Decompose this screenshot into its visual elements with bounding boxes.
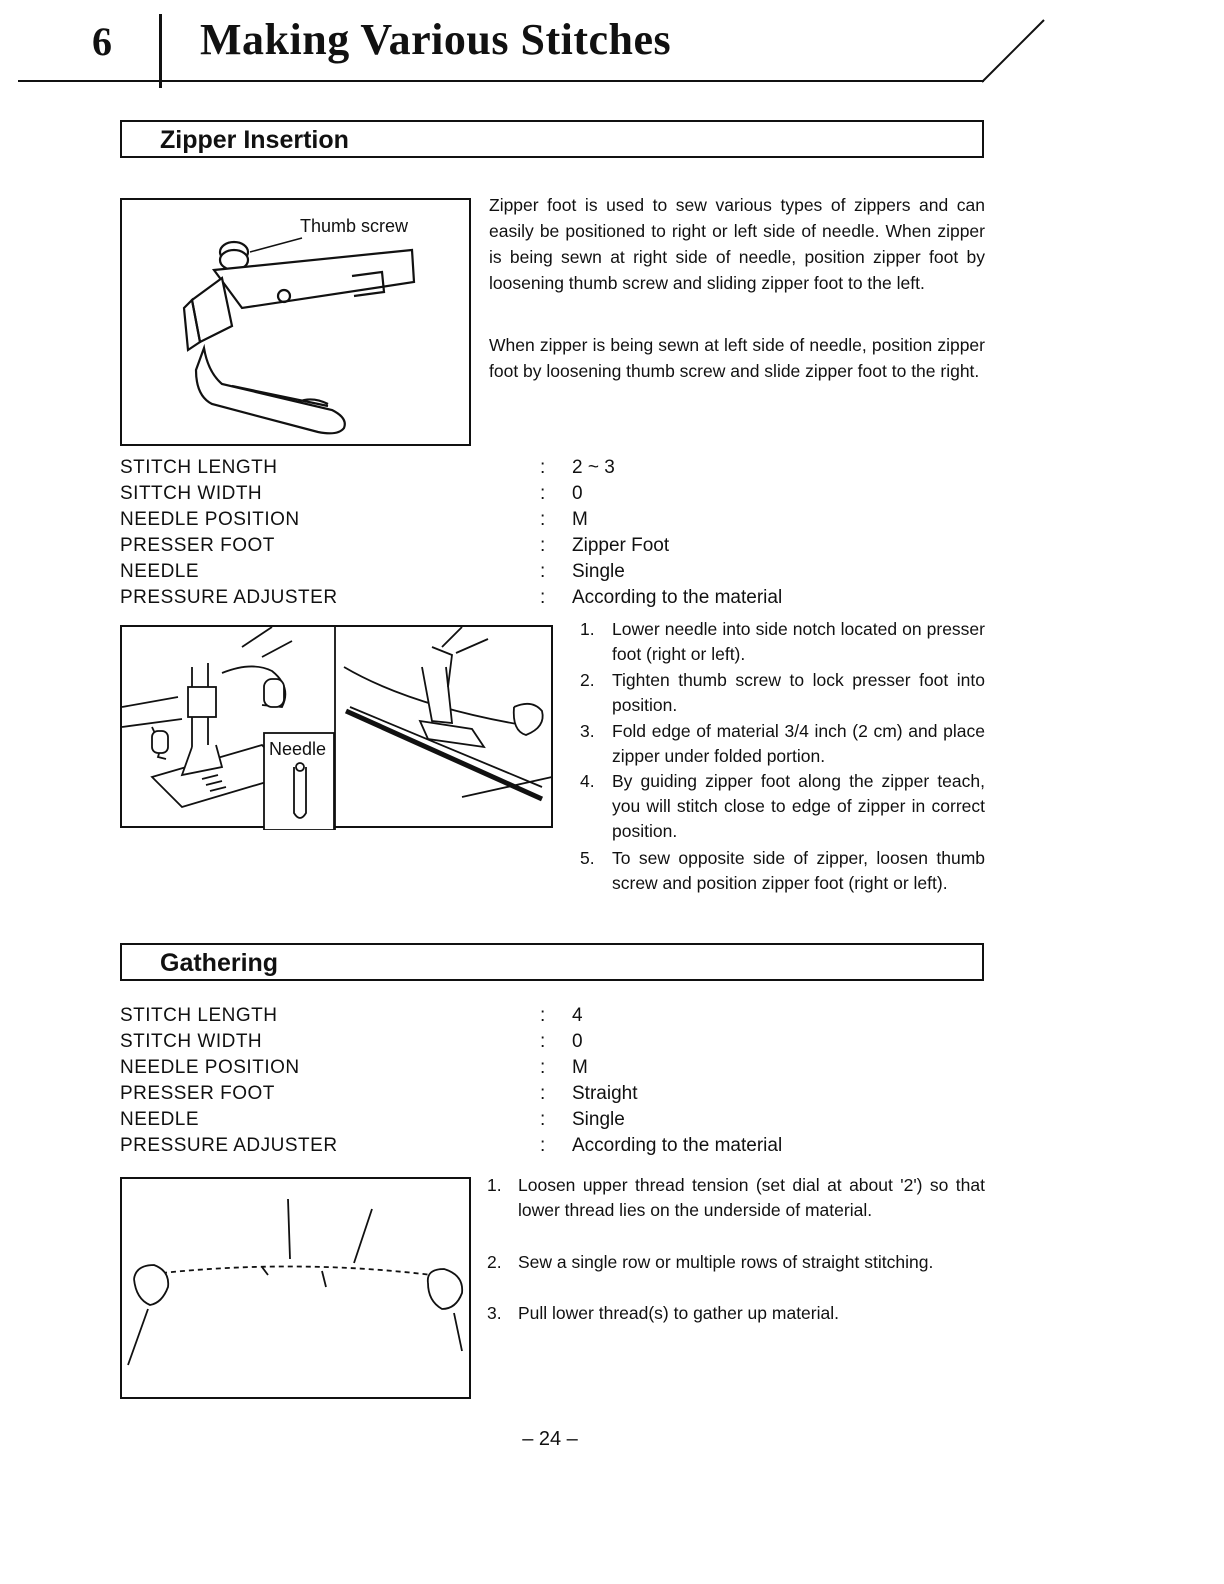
setting-value: Single bbox=[572, 1109, 625, 1130]
step-text: Loosen upper thread tension (set dial at about '2') so that lower thread lies on the underside of material. bbox=[518, 1175, 985, 1220]
header-rule bbox=[18, 80, 984, 82]
zipper-sewing-figure bbox=[120, 625, 553, 828]
setting-label: NEEDLE bbox=[120, 561, 200, 582]
setting-colon: : bbox=[540, 1031, 546, 1052]
setting-colon: : bbox=[540, 535, 546, 556]
setting-colon: : bbox=[540, 1109, 546, 1130]
step-number: 5. bbox=[580, 848, 595, 868]
step-number: 2. bbox=[487, 1252, 502, 1272]
step-text: Lower needle into side notch located on presser foot (right or left). bbox=[612, 619, 985, 664]
step-text: By guiding zipper foot along the zipper teach, you will stitch close to edge of zipper in correct position. bbox=[612, 771, 985, 841]
setting-colon: : bbox=[540, 587, 546, 608]
step-number: 1. bbox=[580, 619, 595, 639]
setting-label: PRESSURE ADJUSTER bbox=[120, 587, 338, 608]
setting-label: NEEDLE POSITION bbox=[120, 1057, 300, 1078]
step-number: 3. bbox=[487, 1303, 502, 1323]
list-item bbox=[580, 846, 985, 924]
zipper-settings-list bbox=[120, 455, 820, 615]
setting-label: PRESSER FOOT bbox=[120, 535, 275, 556]
step-number: 2. bbox=[580, 670, 595, 690]
setting-label: STITCH WIDTH bbox=[120, 1031, 263, 1052]
setting-label: STITCH LENGTH bbox=[120, 457, 278, 478]
zipper-intro-paragraph-2: When zipper is being sewn at left side of needle, position zipper foot by loosening thumb screw and slide zipper foot to the right. bbox=[489, 335, 985, 381]
list-item bbox=[580, 668, 985, 720]
setting-value: Single bbox=[572, 561, 625, 582]
header-slash-decoration bbox=[980, 16, 1050, 84]
section-heading: Zipper Insertion bbox=[160, 126, 349, 154]
setting-value: 0 bbox=[572, 1031, 583, 1052]
thumb-screw-leader-line bbox=[250, 238, 302, 252]
needle-label: Needle bbox=[269, 739, 327, 759]
setting-value: 2 ~ 3 bbox=[572, 457, 615, 478]
setting-label: PRESSER FOOT bbox=[120, 1083, 275, 1104]
section-heading: Gathering bbox=[160, 949, 279, 977]
list-item bbox=[487, 1173, 985, 1251]
setting-colon: : bbox=[540, 483, 546, 504]
list-item bbox=[487, 1301, 985, 1327]
step-text: Sew a single row or multiple rows of straight stitching. bbox=[518, 1252, 934, 1272]
setting-colon: : bbox=[540, 1083, 546, 1104]
setting-value: Straight bbox=[572, 1083, 638, 1104]
thumb-screw-label: Thumb screw bbox=[300, 216, 409, 236]
list-item bbox=[580, 769, 985, 847]
step-text: Fold edge of material 3/4 inch (2 cm) and place zipper under folded portion. bbox=[612, 721, 985, 766]
gathering-settings-list bbox=[120, 1003, 820, 1163]
section-zipper-insertion bbox=[120, 120, 984, 158]
setting-colon: : bbox=[540, 457, 546, 478]
step-number: 3. bbox=[580, 721, 595, 741]
zipper-sewing-illustration bbox=[122, 627, 555, 830]
page-number: – 24 – bbox=[522, 1428, 578, 1450]
setting-value: M bbox=[572, 1057, 588, 1078]
step-text: Tighten thumb screw to lock presser foot into position. bbox=[612, 670, 985, 715]
setting-value: 4 bbox=[572, 1005, 583, 1026]
list-item bbox=[487, 1250, 985, 1302]
setting-value: According to the material bbox=[572, 1135, 783, 1156]
chapter-number: 6 bbox=[92, 19, 112, 64]
chapter-divider bbox=[159, 14, 162, 88]
setting-label: NEEDLE bbox=[120, 1109, 200, 1130]
step-text: Pull lower thread(s) to gather up material. bbox=[518, 1303, 839, 1323]
setting-label: NEEDLE POSITION bbox=[120, 509, 300, 530]
setting-colon: : bbox=[540, 509, 546, 530]
step-text: To sew opposite side of zipper, loosen thumb screw and position zipper foot (right or left). bbox=[612, 848, 985, 893]
zipper-foot-figure bbox=[120, 198, 471, 446]
zipper-intro-paragraph-1: Zipper foot is used to sew various types of zippers and can easily be positioned to right or left side of needle. When zipper is being sewn at right side of needle, position zipper foot by loosening thumb screw and sliding zipper foot to the left. bbox=[489, 195, 985, 293]
setting-value: Zipper Foot bbox=[572, 535, 670, 556]
step-number: 1. bbox=[487, 1175, 502, 1195]
section-gathering bbox=[120, 943, 984, 981]
page-title: Making Various Stitches bbox=[200, 15, 672, 64]
setting-label: SITTCH WIDTH bbox=[120, 483, 263, 504]
setting-value: M bbox=[572, 509, 588, 530]
setting-value: According to the material bbox=[572, 587, 783, 608]
setting-value: 0 bbox=[572, 483, 583, 504]
list-item bbox=[580, 719, 985, 771]
list-item bbox=[580, 617, 985, 669]
setting-label: PRESSURE ADJUSTER bbox=[120, 1135, 338, 1156]
setting-label: STITCH LENGTH bbox=[120, 1005, 278, 1026]
step-number: 4. bbox=[580, 771, 595, 791]
setting-colon: : bbox=[540, 561, 546, 582]
gathering-figure bbox=[120, 1177, 471, 1399]
setting-colon: : bbox=[540, 1135, 546, 1156]
gathering-illustration bbox=[122, 1179, 473, 1401]
setting-colon: : bbox=[540, 1057, 546, 1078]
setting-colon: : bbox=[540, 1005, 546, 1026]
zipper-foot-illustration bbox=[122, 200, 473, 448]
